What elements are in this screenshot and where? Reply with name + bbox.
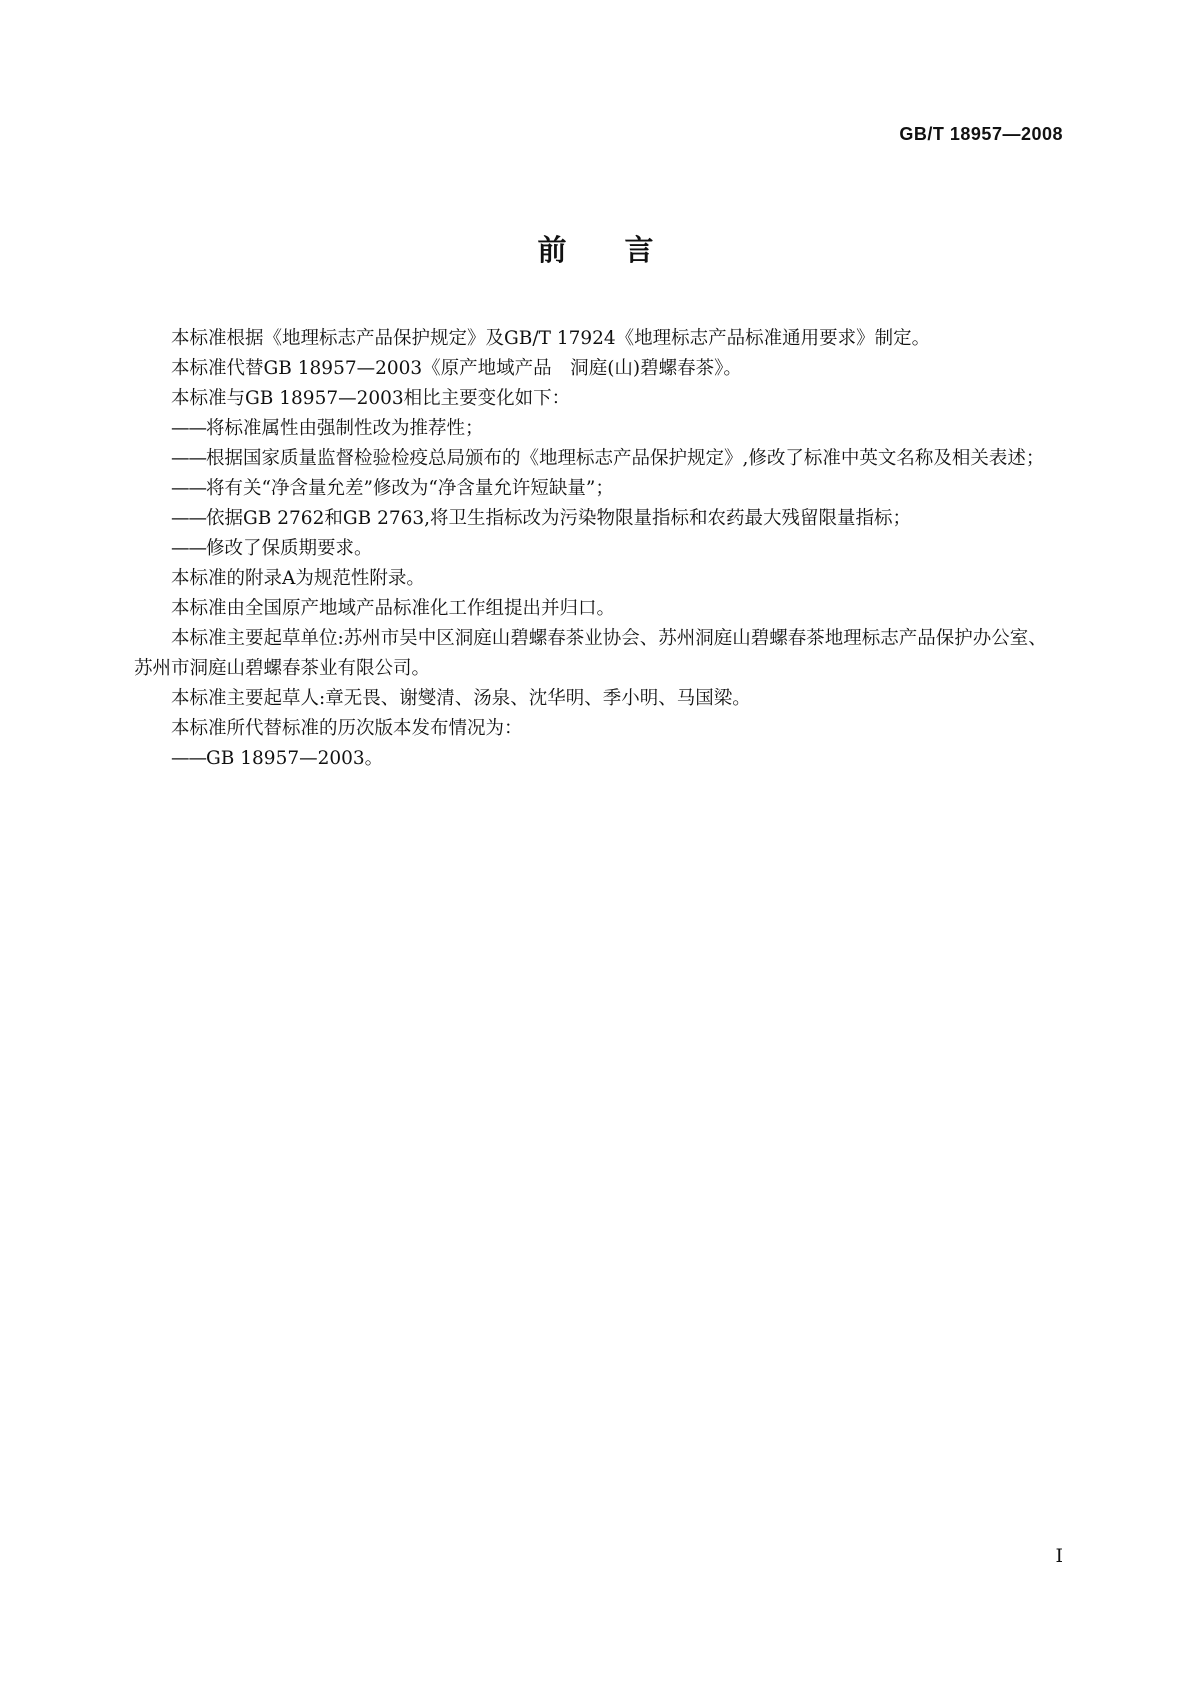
paragraph: 本标准主要起草人:章无畏、谢燮清、汤泉、沈华明、季小明、马国梁。 <box>171 688 751 709</box>
dash-marker: —— <box>171 448 206 469</box>
paragraph: 本标准与GB 18957—2003相比主要变化如下： <box>171 388 571 409</box>
page-number: I <box>1055 1545 1063 1567</box>
paragraph: 本标准代替GB 18957—2003《原产地域产品 洞庭(山)碧螺春茶》。 <box>171 358 742 379</box>
paragraph: 本标准的附录A为规范性附录。 <box>171 568 425 589</box>
list-item <box>134 504 1059 534</box>
list-item-text: 将标准属性由强制性改为推荐性； <box>206 418 484 439</box>
paragraph: 本标准所代替标准的历次版本发布情况为： <box>171 718 523 739</box>
list-item-text: 修改了保质期要求。 <box>206 538 373 559</box>
document-body <box>134 324 1059 774</box>
list-item <box>134 744 1059 774</box>
list-item <box>134 534 1059 564</box>
dash-marker: —— <box>171 508 206 529</box>
dash-marker: —— <box>171 478 206 499</box>
list-item-text: GB 18957—2003。 <box>206 748 384 769</box>
list-item <box>134 444 1059 474</box>
list-item <box>134 474 1059 504</box>
dash-marker: —— <box>171 748 206 769</box>
dash-marker: —— <box>171 538 206 559</box>
page-title: 前言 <box>537 233 712 267</box>
paragraph: 本标准由全国原产地域产品标准化工作组提出并归口。 <box>171 598 616 619</box>
list-item-text: 依据GB 2762和GB 2763,将卫生指标改为污染物限量指标和农药最大残留限量指标； <box>206 508 912 529</box>
list-item <box>134 414 1059 444</box>
paragraph: 本标准主要起草单位:苏州市吴中区洞庭山碧螺春茶业协会、苏州洞庭山碧螺春茶地理标志产品保护办公室、苏州市洞庭山碧螺春茶业有限公司。 <box>134 628 1047 679</box>
list-item-text: 根据国家质量监督检验检疫总局颁布的《地理标志产品保护规定》,修改了标准中英文名称及相关表述； <box>206 448 1045 469</box>
list-item-text: 将有关“净含量允差”修改为“净含量允许短缺量”； <box>206 478 614 499</box>
standard-code: GB/T 18957—2008 <box>899 124 1063 144</box>
dash-marker: —— <box>171 418 206 439</box>
paragraph: 本标准根据《地理标志产品保护规定》及GB/T 17924《地理标志产品标准通用要求》制定。 <box>171 328 931 349</box>
